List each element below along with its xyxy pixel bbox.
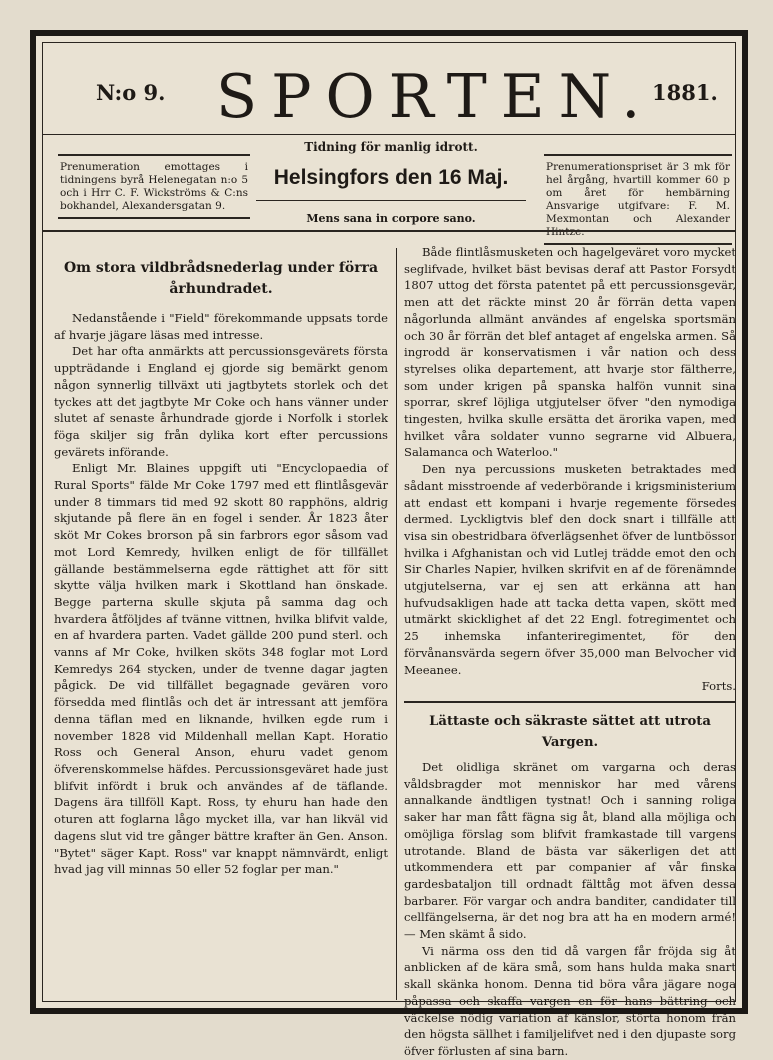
issue-number: N:o 9. <box>96 80 166 105</box>
article-title: Om stora vildbrådsnederlag under förra århundradet. <box>63 260 379 297</box>
article-paragraph: Det olidliga skränet om vargarna och deras våldsbragder mot menniskor har med vårens annalkande ändtligen tystnat! Och i sanning roliga saker har man fått fägna sig åt, bland alla möjliga och omöjliga förslag som blifvit framkastade till vargens utrotande. Bland de bästa var säkerligen det att utkommendera ett par companier af vår finska gardesbataljon till ordnadt fälttåg mot äfven dessa barbarer. För vargar och andra banditer, candidater till cellfängelserna, är det nog bra att ha en modern armé! — Men skämt å sido. <box>404 759 736 942</box>
newspaper-page <box>30 30 748 1058</box>
continued-note: Forts. <box>701 679 736 694</box>
motto: Mens sana in corpore sano. <box>306 212 476 225</box>
column-left <box>54 258 388 878</box>
newspaper-title: SPORTEN. <box>216 62 655 132</box>
dateline-rule <box>256 200 526 201</box>
subscription-info-left: Prenumeration emottages i tidningens byrå Helenegatan n:o 5 och i Hrr C. F. Wickströms & C:ns bokhandel, Alexandersgatan 9. <box>58 154 250 219</box>
header-rule-bottom <box>42 230 736 232</box>
header-rule-top <box>42 134 736 135</box>
article-title: Lättaste och säkraste sättet att utrota Vargen. <box>429 713 711 750</box>
subscription-info-right: Prenumerationspriset är 3 mk för hel årgång, hvartill kommer 60 p om året för hembärning Ansvarige utgifvare: F. M. Mexmontan och Alexander Hintze. <box>544 154 732 245</box>
article-separator <box>404 701 736 703</box>
column-right <box>404 244 736 1060</box>
article-paragraph: Vi närma oss den tid då vargen får fröjda sig åt anblicken af de kära små, som hans hulda maka snart skall skänka honom. Denna tid böra våra jägare noga påpassa och skaffa vargen en för hans bättring och väckelse nödig variation af känslor, störta honom från den högsta sällhet i familjelifvet ned i den djupaste sorg öfver förlusten af sina barn. <box>404 943 736 1058</box>
publication-year: 1881. <box>652 80 718 105</box>
article-paragraph: Det har ofta anmärkts att percussionsgevärets första uppträdande i England ej gjorde sig bemärkt genom någon synnerlig tillväxt uti jagtbytets storlek och det tyckes att det jagtbyte Mr Coke och hans vänner under slutet af senaste århundrade gjorde i Norfolk i storlek föga skiljer sig från dylika kort efter percussions gevärets införande. <box>54 344 388 459</box>
article-paragraph: Den nya percussions musketen betraktades med sådant misstroende af vederbörande i krigsministerium att endast ett kompani i hvarje regemente försedes dermed. Lyckligtvis blef den dock snart i tillfälle att visa sin obestridbara öfverlägsenhet öfver de luntbössor hvilka i Afghanistan och vid Lutlej trädde emot den och Sir Charles Napier, hvilken skrifvit en af de förenämnde utgjutelserna, var ej sen att erkänna att han hufvudsakligen hade att tacka detta vapen, skött med utmärkt skicklighet af det 22 Engl. fotregimentet och 25 inhemska infanteriregimentet, för den förvånansvärda segern öfver 35,000 man Belvocher vid Meeanee. <box>404 462 736 677</box>
article-paragraph: Nedanstående i "Field" förekommande uppsats torde af hvarje jägare läsas med intresse. <box>54 311 388 342</box>
article-paragraph: Både flintlåsmusketen och hagelgeväret voro mycket seglifvade, hvilket bäst bevisas deraf att Pastor Forsydt 1807 uttog det första patentet på ett percussionsgevär, men att det räckte minst 20 år förrän detta vapen någorlunda allmänt användes af engelska sportsmän och 30 år förrän det blef antaget af engelska armen. Så ingrodd är konservatismen i vår nation och dess styrelses olika departement, att hvarje stor fältherre, som under krigen på spanska halfön vunnit sina sporrar, skref löjliga utgjutelser öfver "den nymodiga tingesten, hvilka skulle ersätta det ärorika vapen, med hvilket våra soldater vunno segrarne vid Albuera, Salamanca och Waterloo." <box>404 245 736 460</box>
dateline: Helsingfors den 16 Maj. <box>273 166 509 189</box>
article-paragraph: Enligt Mr. Blaines uppgift uti "Encyclopaedia of Rural Sports" fälde Mr Coke 1797 med ett flintlåsgevär under 8 timmars tid med 92 skott 80 rapphöns, aldrig skjutande på flere än en fogel i sender. År 1823 åter sköt Mr Cokes brorson på sin farbrors egor såsom vad mot Lord Kemredy, hvilken enligt de för tillfället gällande bestämmelserna egde rättighet att för sitt skytte välja hvilken mark i Skottland han önskade. Begge parterna skulle skjuta på samma dag och hvardera åtföljdes af tvänne vittnen, hvilka blifvit valde, en af hvardera parten. Vadet gällde 200 pund sterl. och vanns af Mr Coke, hvilken sköts 348 foglar mot Lord Kemredys 264 stycken, under de tvenne dagar jagten pågick. De vid tillfället begagnade gevären voro försedda med flintlås och det är intressant att jemföra denna täflan med en liknande, hvilken egde rum i november 1828 vid Mildenhall mellan Kapt. Horatio Ross och General Anson, ehuru vadet genom öfverenskommelse häfdes. Percussionsgeväret hade just blifvit infördt i bruk och användes af de täflande. Dagens ära tillföll Kapt. Ross, ty ehuru han hade den oturen att foglarna lågo mycket illa, var han likväl vid dagens slut vid tre gånger bättre krafter än Gen. Anson. "Bytet" säger Kapt. Ross" var knappt nämnvärdt, enligt hvad jag vill minnas 50 eller 52 foglar per man." <box>54 461 388 877</box>
tagline: Tidning för manlig idrott. <box>304 140 478 154</box>
column-divider <box>396 248 397 1000</box>
